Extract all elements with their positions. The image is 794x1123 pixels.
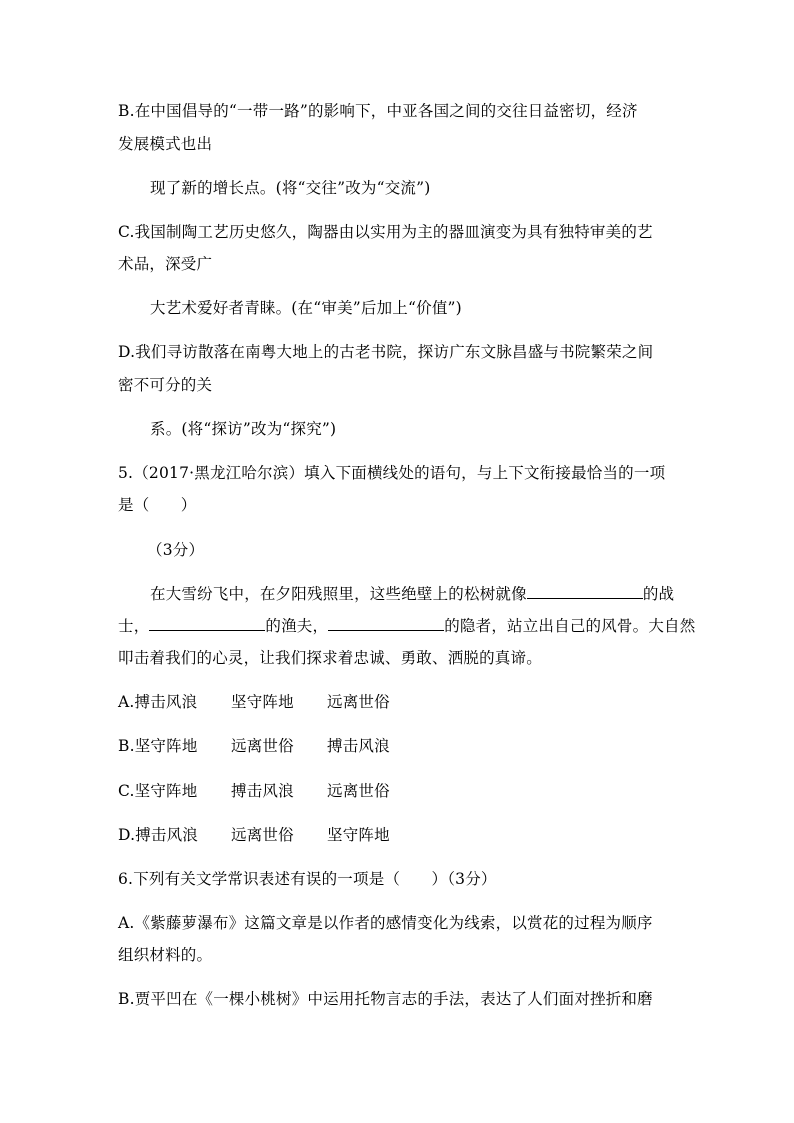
answer-blank-1 [527, 584, 643, 599]
q6-option-a-line2: 组织材料的。 [118, 946, 213, 964]
option-part: 坚守阵地 [231, 693, 294, 711]
option-part: 远离世俗 [231, 737, 294, 755]
option-label: A.搏击风浪 [118, 693, 198, 711]
q6-option-a-line1: A.《紫藤萝瀑布》这篇文章是以作者的感情变化为线索，以赏花的过程为顺序 [118, 914, 653, 932]
q5-score: （3分） [147, 541, 205, 559]
answer-blank-3 [328, 616, 444, 631]
q6-option-b-line1: B.贾平凹在《一棵小桃树》中运用托物言志的手法，表达了人们面对挫折和磨 [118, 990, 653, 1008]
option-part: 远离世俗 [327, 782, 390, 800]
q4-option-d-line1: D.我们寻访散落在南粤大地上的古老书院，探访广东文脉昌盛与书院繁荣之间 [118, 343, 654, 361]
q5-passage-text: 士， [118, 617, 150, 635]
q4-option-c-line1: C.我国制陶工艺历史悠久，陶器由以实用为主的器皿演变为具有独特审美的艺 [118, 223, 653, 241]
q5-option-d [118, 825, 678, 845]
q4-option-c-line3: 大艺术爱好者青睐。(在“审美”后加上“价值”) [150, 299, 462, 317]
option-part: 搏击风浪 [231, 782, 294, 800]
option-label: D.搏击风浪 [118, 826, 199, 844]
q5-passage-line1 [150, 584, 710, 604]
q5-option-c [118, 781, 678, 801]
q5-passage-text: 的渔夫， [265, 617, 329, 635]
q4-option-b-line2: 发展模式也出 [118, 135, 213, 153]
q4-option-b-line1: B.在中国倡导的“一带一路”的影响下，中亚各国之间的交往日益密切，经济 [118, 102, 638, 120]
q5-option-b [118, 736, 678, 756]
q5-passage-text: 的隐者，站立出自己的风骨。大自然 [444, 617, 696, 635]
q6-stem: 6.下列有关文学常识表述有误的一项是（ ）（3分） [118, 870, 497, 888]
q5-passage-text: 在大雪纷飞中，在夕阳残照里，这些绝壁上的松树就像 [150, 585, 527, 603]
q4-option-c-line2: 术品，深受广 [118, 255, 213, 273]
option-part: 远离世俗 [327, 693, 390, 711]
option-part: 坚守阵地 [327, 826, 390, 844]
q5-stem-line1: 5.（2017·黑龙江哈尔滨）填入下面横线处的语句，与上下文衔接最恰当的一项 [118, 464, 666, 482]
answer-blank-2 [149, 616, 265, 631]
q5-passage-line2 [118, 616, 696, 636]
option-label: C.坚守阵地 [118, 782, 198, 800]
q5-passage-line3: 叩击着我们的心灵，让我们探求着忠诚、勇敢、洒脱的真谛。 [118, 649, 542, 667]
option-part: 远离世俗 [231, 826, 294, 844]
q4-option-d-line2: 密不可分的关 [118, 376, 213, 394]
q5-passage-text: 的战 [642, 585, 675, 603]
q4-option-d-line3: 系。(将“探访”改为“探究”) [150, 420, 337, 438]
option-part: 搏击风浪 [327, 737, 390, 755]
option-label: B.坚守阵地 [118, 737, 198, 755]
q4-option-b-line3: 现了新的增长点。(将“交往”改为“交流”) [150, 179, 431, 197]
q5-stem-line2: 是（ ） [118, 496, 197, 514]
q5-option-a [118, 692, 678, 712]
